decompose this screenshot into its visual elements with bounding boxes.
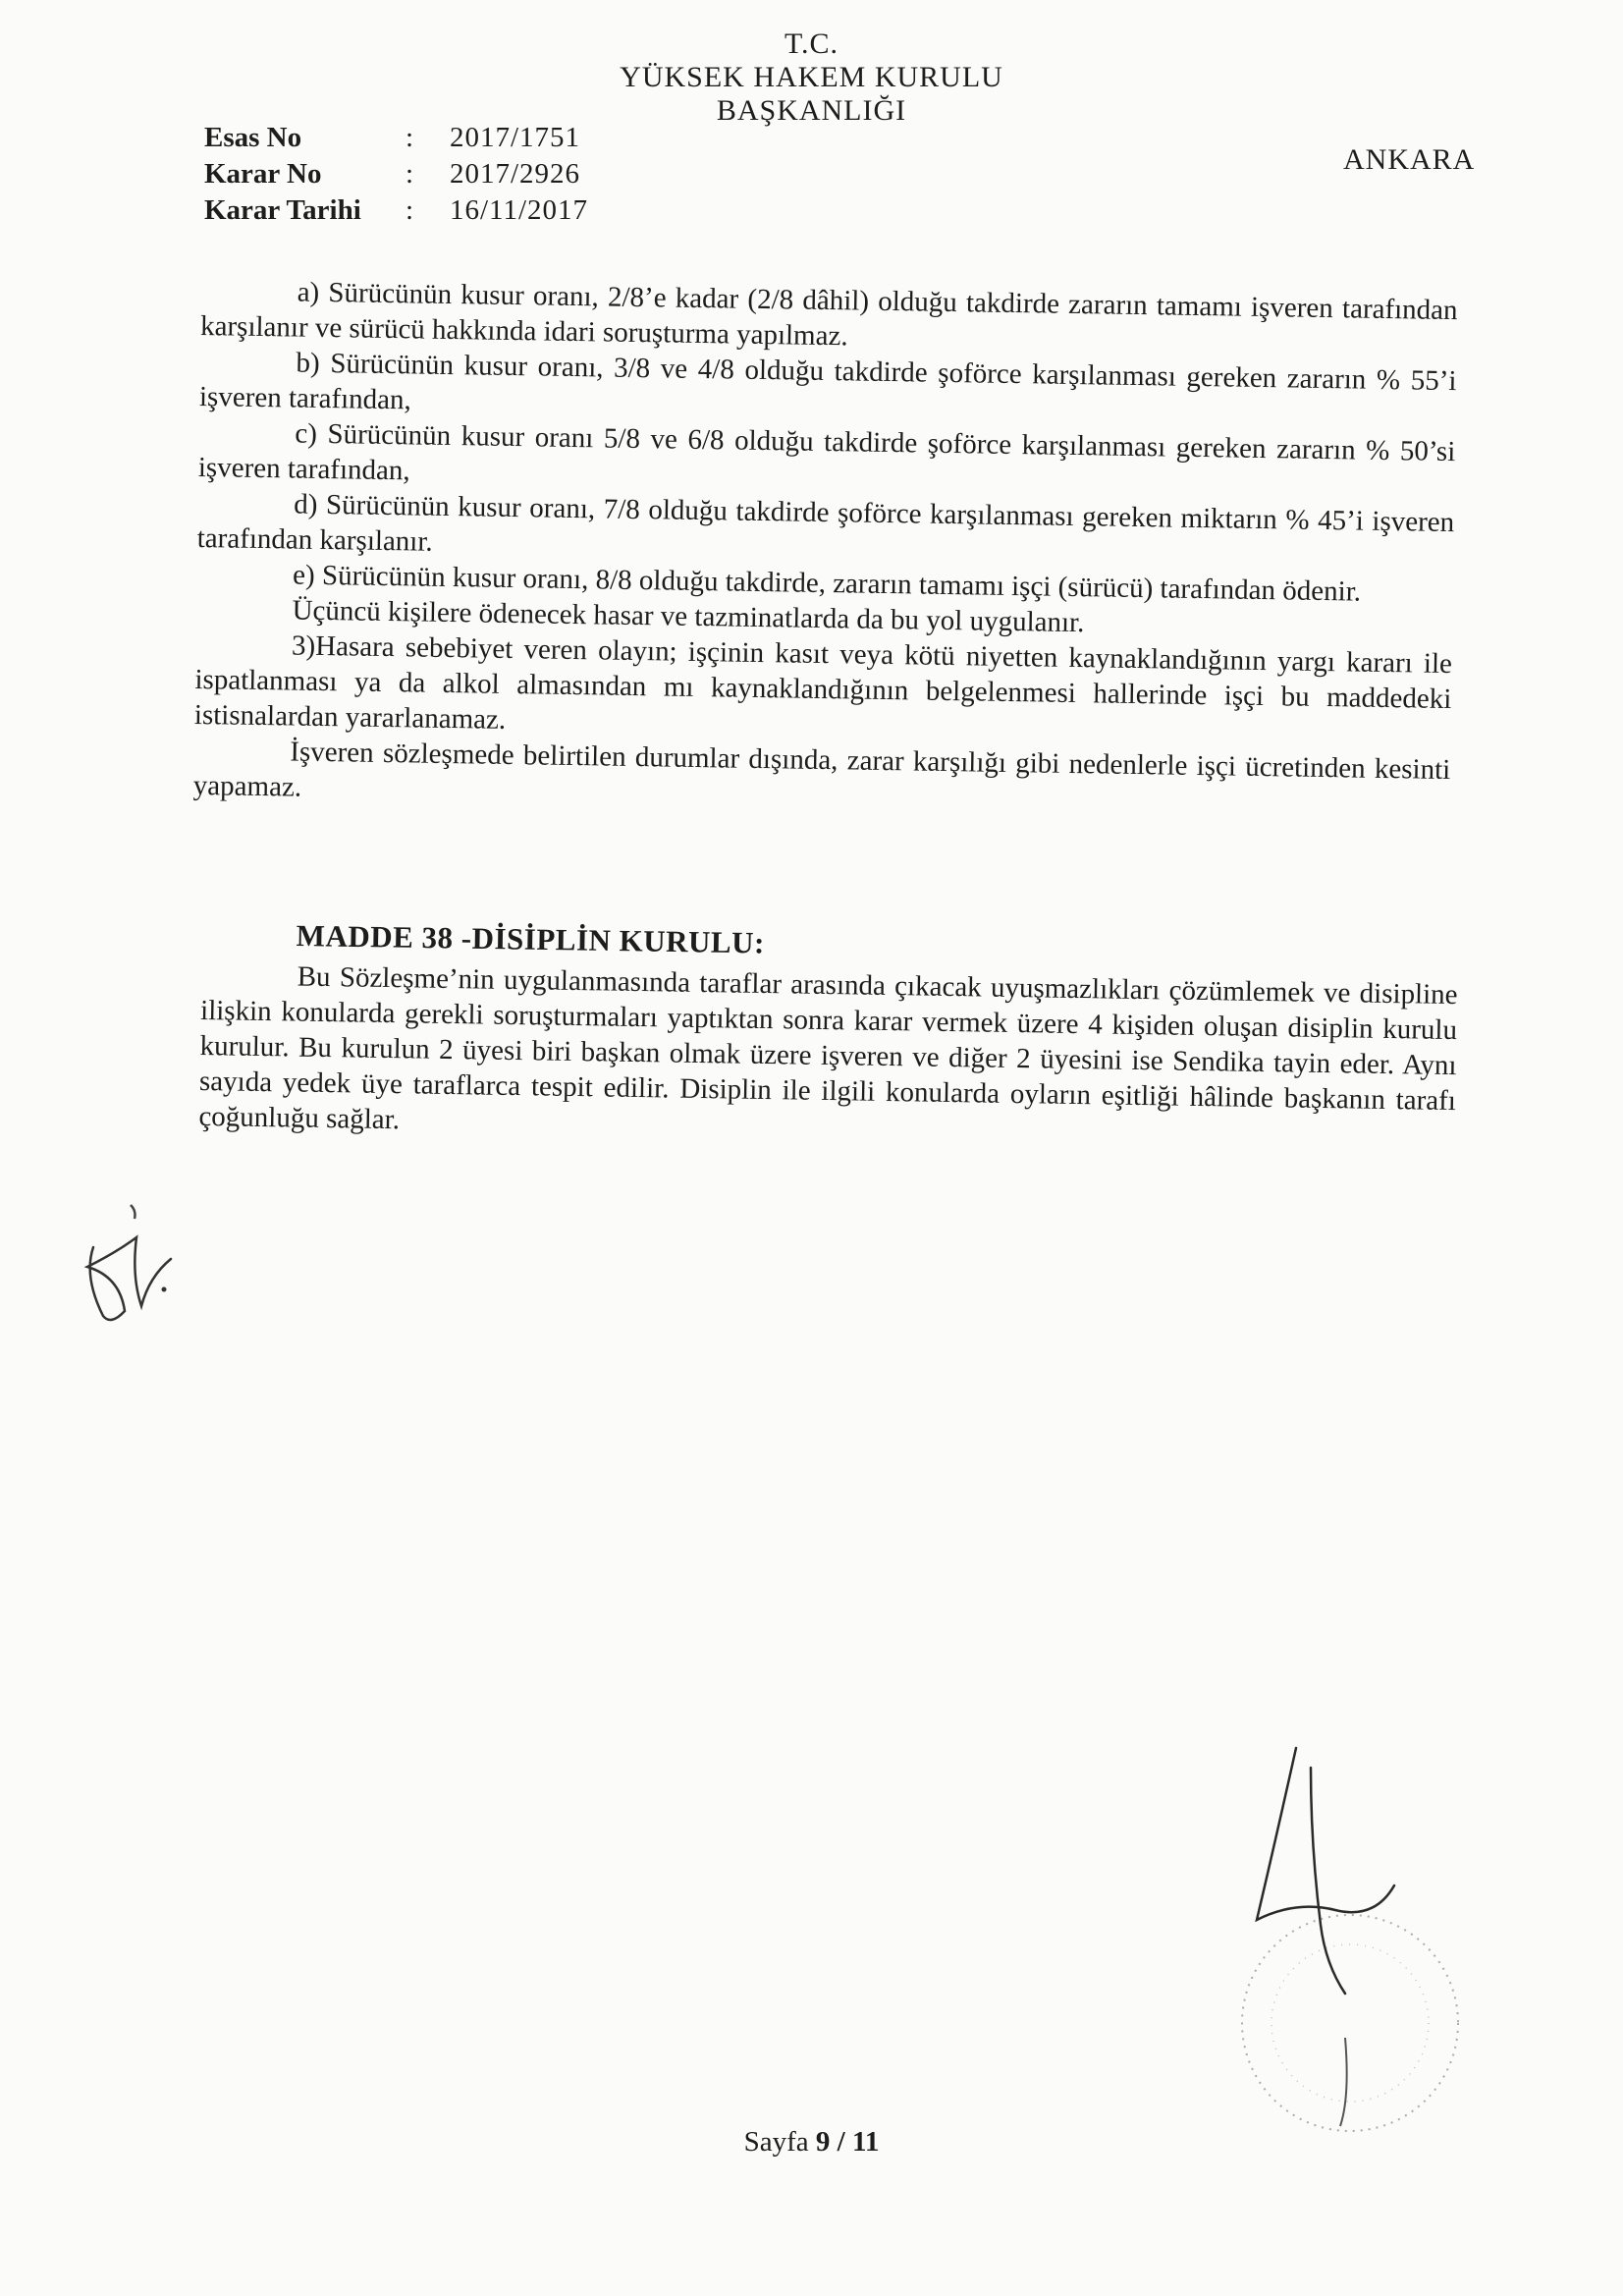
paragraph-employer: İşveren sözleşmede belirtilen durumlar dışında, zarar karşılığı gibi nedenlerle işçi ücretinden kesinti yapamaz. (192, 736, 1451, 803)
meta-row-karar-no (204, 156, 588, 192)
meta-value: 2017/2926 (450, 158, 581, 190)
page-count: 9 / 11 (815, 2126, 880, 2158)
meta-label: Karar Tarihi (204, 194, 361, 226)
meta-label: Karar No (204, 158, 322, 190)
paragraph-e: e) Sürücünün kusur oranı, 8/8 olduğu takdirde, zararın tamamı işçi (sürücü) tarafından ödenir. (292, 559, 1362, 608)
paragraph-third-parties: Üçüncü kişilere ödenecek hasar ve tazminatlarda da bu yol uygulanır. (292, 594, 1085, 639)
city-label: ANKARA (1343, 143, 1476, 176)
signature-stamp (1203, 1738, 1497, 2151)
meta-value: 16/11/2017 (450, 194, 589, 226)
paragraph-c: c) Sürücünün kusur oranı 5/8 ve 6/8 olduğu takdirde şoförce karşılanması gereken zararın % 50’si işveren tarafından, (197, 417, 1456, 487)
header-institution: YÜKSEK HAKEM KURULU (620, 61, 1003, 93)
paragraph-3: 3)Hasara sebebiyet veren olayın; işçinin kasıt veya kötü niyetten kaynaklandığının yargı kararı ile ispatlanması ya da alkol almasından mı kaynaklandığının belgelenmesi hallerinde işçi bu maddedeki istisnalardan yararlanamaz. (193, 629, 1453, 736)
meta-separator: : (406, 158, 414, 190)
meta-separator: : (406, 122, 414, 153)
meta-row-esas-no (204, 120, 588, 156)
meta-separator: : (406, 194, 414, 226)
meta-label: Esas No (204, 122, 302, 153)
handwritten-initials (54, 1193, 182, 1340)
case-metadata (204, 120, 588, 229)
header-tc: T.C. (784, 27, 839, 60)
meta-row-karar-tarihi (204, 192, 588, 229)
page-prefix: Sayfa (743, 2126, 809, 2158)
section-paragraph: Bu Sözleşme’nin uygulanmasında taraflar arasında çıkacak uyuşmazlıkları çözümlemek ve disipline ilişkin konularda gerekli soruşturmaları yaptıktan sonra karar vermek üzere 4 kişiden oluşan disiplin kurulu kurulur. Bu kurulun 2 üyesi biri başkan olmak üzere işveren ve diğer 2 üyesini ise Sendika tayin eder. Aynı sayıda yedek üye taraflarca tespit edilir. Disiplin ile ilgili konularda oyların eşitliği hâlinde başkanın tarafı çoğunluğu sağlar. (198, 960, 1458, 1136)
section-body (198, 957, 1458, 1154)
section-title: MADDE 38 -DİSİPLİN KURULU: (296, 918, 766, 960)
header-presidency: BAŞKANLIĞI (716, 94, 907, 127)
paragraph-a: a) Sürücünün kusur oranı, 2/8’e kadar (2/8 dâhil) olduğu takdirde zararın tamamı işveren tarafından karşılanır ve sürücü hakkında idari soruşturma yapılmaz. (199, 276, 1458, 353)
paragraph-d: d) Sürücünün kusur oranı, 7/8 olduğu takdirde şoförce karşılanması gereken miktarın % 45’i işveren tarafından karşılanır. (196, 488, 1455, 558)
page-number (0, 2126, 1623, 2159)
paragraph-b: b) Sürücünün kusur oranı, 3/8 ve 4/8 olduğu takdirde şoförce karşılanması gereken zararın % 55’i işveren tarafından, (198, 347, 1457, 416)
meta-value: 2017/1751 (450, 122, 581, 153)
document-body (193, 273, 1458, 823)
